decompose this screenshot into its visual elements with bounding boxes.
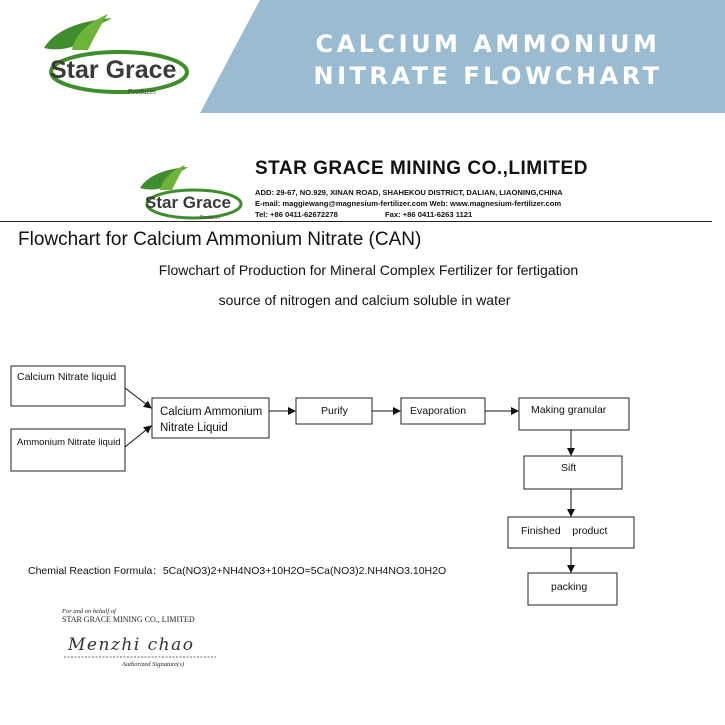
logo-subtext: Producer <box>128 89 157 96</box>
signature-handwriting: Menzhi chao <box>68 635 195 655</box>
arrow-ammonium-to-can <box>125 426 151 447</box>
company-contact: E-mail: maggiewang@magnesium-fertilizer.com Web: www.magnesium-fertilizer.com <box>255 199 562 208</box>
signature-company-line: STAR GRACE MINING CO., LIMITED <box>62 615 195 624</box>
authorized-signature <box>60 602 260 682</box>
signature-caption: Authorized Signature(s) <box>122 661 185 668</box>
banner-title-line-2: NITRATE FLOWCHART <box>313 62 663 90</box>
arrow-calcium-to-can <box>125 388 151 408</box>
label-purify: Purify <box>321 405 348 417</box>
company-address: ADD: 29-67, NO.929, XINAN ROAD, SHAHEKOU DISTRICT, DALIAN, LIAONING,CHINA <box>255 188 563 197</box>
document-title: Flowchart for Calcium Ammonium Nitrate (CAN) <box>18 229 422 250</box>
logo-text: Star Grace <box>145 193 231 212</box>
label-calcium-nitrate-liquid: Calcium Nitrate liquid <box>17 371 117 383</box>
node-ammonium-nitrate-liquid <box>11 429 125 471</box>
company-fax: Fax: +86 0411-6263 1121 <box>385 210 473 219</box>
banner-title-line-1: CALCIUM AMMONIUM <box>315 30 661 58</box>
label-finished-product: Finished product <box>521 525 608 537</box>
signature-behalf-line: For and on behalf of <box>62 608 116 615</box>
formula-label: Chemial Reaction Formula： <box>28 565 163 577</box>
company-name: STAR GRACE MINING CO.,LIMITED <box>255 158 588 179</box>
logo-text: Star Grace <box>50 56 177 84</box>
label-can-liquid-line-1: Calcium Ammonium <box>160 406 263 418</box>
logo-subtext: Producer <box>200 215 221 221</box>
label-packing: packing <box>551 581 588 593</box>
formula-equation: 5Ca(NO3)2+NH4NO3+10H2O=5Ca(NO3)2.NH4NO3.10H2O <box>162 565 447 577</box>
label-making-granular: Making granular <box>531 404 607 416</box>
document-subtitle-line-2: source of nitrogen and calcium soluble in water <box>218 292 511 308</box>
document-subtitle-line-1: Flowchart of Production for Mineral Complex Fertilizer for fertigation <box>158 262 579 278</box>
company-tel: Tel: +86 0411-62672278 <box>255 210 338 219</box>
label-ammonium-nitrate-liquid: Ammonium Nitrate liquid <box>17 437 121 448</box>
label-sift: Sift <box>561 462 577 474</box>
label-can-liquid-line-2: Nitrate Liquid <box>160 422 228 434</box>
label-evaporation: Evaporation <box>410 405 467 417</box>
reaction-formula <box>28 563 446 578</box>
